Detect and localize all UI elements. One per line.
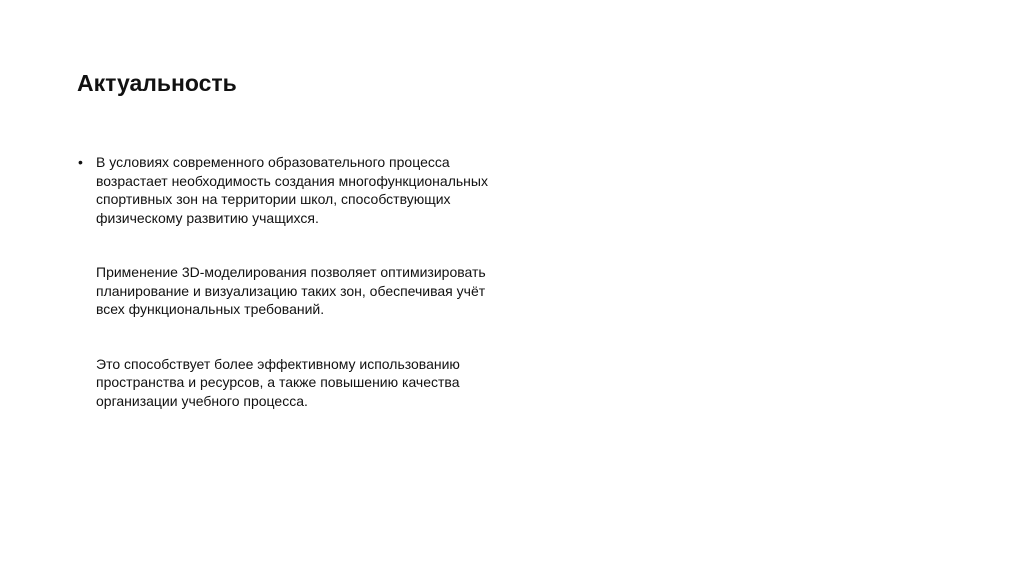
bullet-icon: • xyxy=(78,154,83,170)
bullet-paragraph xyxy=(77,153,517,227)
continuation-paragraph xyxy=(77,263,517,319)
paragraph-text: Это способствует более эффективному использованию пространства и ресурсов, а также повышению качества организации учебного процесса. xyxy=(96,355,460,409)
slide-title: Актуальность xyxy=(77,70,237,96)
paragraph-text: Применение 3D-моделирования позволяет оптимизировать планирование и визуализацию таких зон, обеспечивая учёт всех функциональных требований. xyxy=(96,264,486,317)
slide-body xyxy=(77,153,517,410)
paragraph-text: В условиях современного образовательного процесса возрастает необходимость создания многофункциональных спортивных зон на территории школ, способствующих физическому развитию учащихся. xyxy=(96,154,488,226)
continuation-paragraph xyxy=(77,355,517,411)
